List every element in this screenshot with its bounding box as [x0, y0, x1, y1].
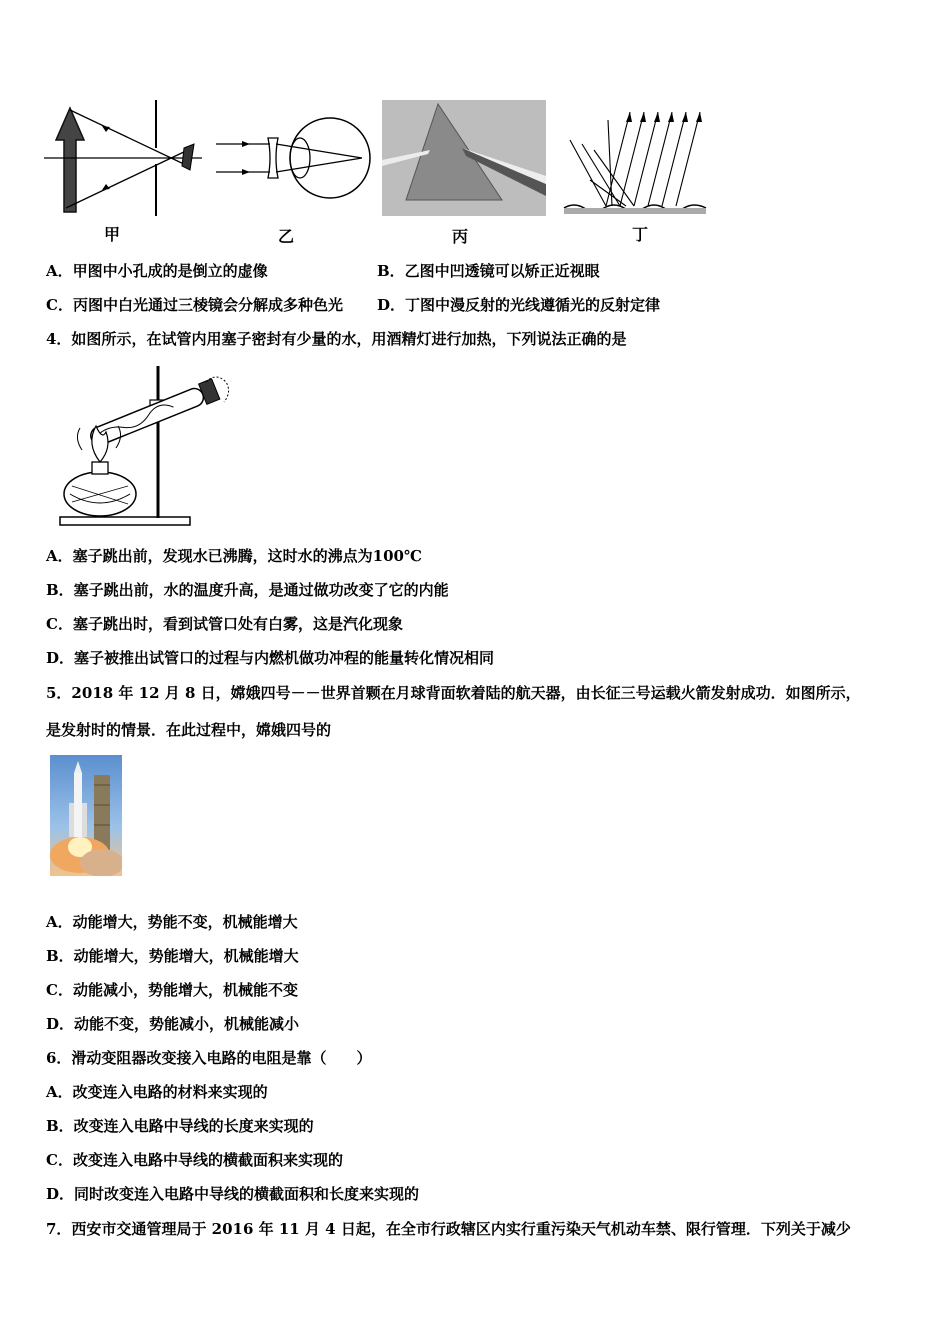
q5-option-d: D．动能不变，势能减小，机械能减小 — [46, 1015, 300, 1033]
q3-option-c: C．丙图中白光通过三棱镜会分解成多种色光 — [46, 296, 343, 314]
q4-option-d: D．塞子被推出试管口的过程与内燃机做功冲程的能量转化情况相同 — [46, 649, 495, 667]
test-tube-heating-figure — [56, 362, 236, 530]
figure-caption-yi: 乙 — [278, 227, 295, 246]
diffuse-reflection-figure — [560, 100, 710, 220]
q5-stem-line1: 5．2018 年 12 月 8 日，嫦娥四号－－世界首颗在月球背面软着陆的航天器，由长征三号运载火箭发射成功．如图所示， — [46, 684, 861, 702]
pinhole-figure — [44, 100, 204, 220]
prism-figure — [382, 100, 546, 216]
q6-stem: 6．滑动变阻器改变接入电路的电阻是靠（ ） — [46, 1049, 372, 1067]
figure-caption-ding: 丁 — [632, 225, 649, 244]
q4-option-b: B．塞子跳出前，水的温度升高，是通过做功改变了它的内能 — [46, 581, 449, 599]
q5-option-a: A．动能增大，势能不变，机械能增大 — [46, 913, 298, 931]
q3-option-a: A．甲图中小孔成的是倒立的虚像 — [46, 262, 268, 280]
q5-option-b: B．动能增大，势能增大，机械能增大 — [46, 947, 299, 965]
q3-option-b: B．乙图中凹透镜可以矫正近视眼 — [377, 262, 600, 280]
q4-option-a: A．塞子跳出前，发现水已沸腾，这时水的沸点为100℃ — [46, 547, 422, 565]
q4-stem: 4．如图所示，在试管内用塞子密封有少量的水，用酒精灯进行加热，下列说法正确的是 — [46, 330, 627, 348]
q6-option-b: B．改变连入电路中导线的长度来实现的 — [46, 1117, 314, 1135]
q4-option-c: C．塞子跳出时，看到试管口处有白雾，这是汽化现象 — [46, 615, 403, 633]
rocket-launch-photo — [50, 755, 122, 876]
q6-option-c: C．改变连入电路中导线的横截面积来实现的 — [46, 1151, 343, 1169]
q6-option-a: A．改变连入电路的材料来实现的 — [46, 1083, 268, 1101]
figure-caption-jia: 甲 — [104, 225, 121, 244]
q5-option-c: C．动能减小，势能增大，机械能不变 — [46, 981, 298, 999]
concave-lens-eye-figure — [212, 100, 372, 220]
q3-option-d: D．丁图中漫反射的光线遵循光的反射定律 — [377, 296, 661, 314]
q6-option-d: D．同时改变连入电路中导线的横截面积和长度来实现的 — [46, 1185, 420, 1203]
q7-stem: 7．西安市交通管理局于 2016 年 11 月 4 日起，在全市行政辖区内实行重污染天气机动车禁、限行管理．下列关于减少 — [46, 1220, 851, 1238]
q5-stem-line2: 是发射时的情景．在此过程中，嫦娥四号的 — [46, 721, 332, 739]
figure-caption-bing: 丙 — [452, 227, 469, 246]
